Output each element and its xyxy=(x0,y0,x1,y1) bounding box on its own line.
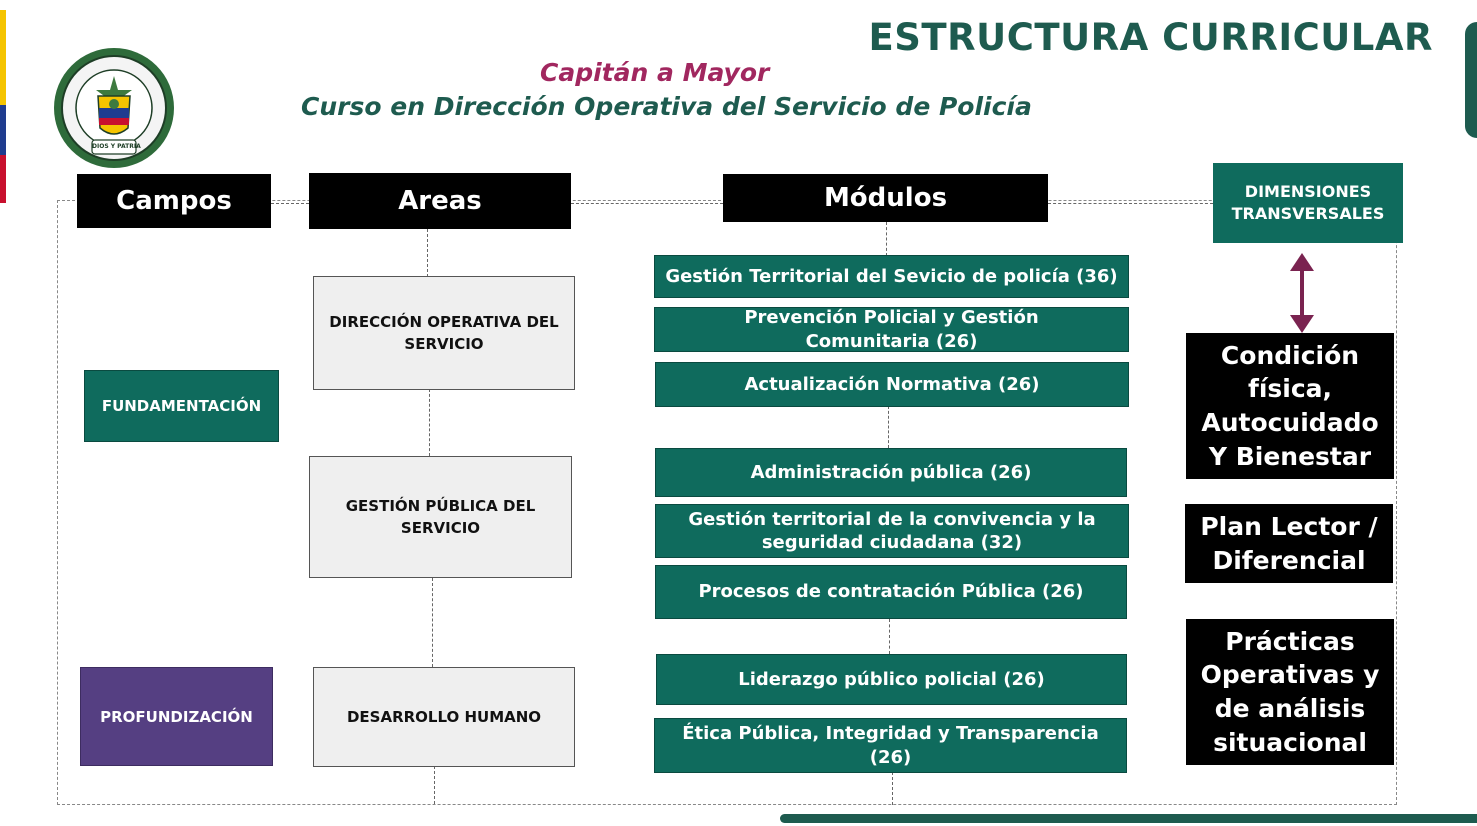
header-modulos: Módulos xyxy=(723,174,1048,222)
police-seal-icon xyxy=(52,46,176,170)
modulo-item: Liderazgo público policial (26) xyxy=(656,654,1127,705)
modulo-item: Procesos de contratación Pública (26) xyxy=(655,565,1127,619)
areas-column-line xyxy=(432,578,433,667)
header-connector-3 xyxy=(1048,203,1213,204)
header-connector-1 xyxy=(271,203,309,204)
header-campos: Campos xyxy=(77,174,271,228)
modules-column-line xyxy=(886,222,887,256)
modulo-item: Prevención Policial y Gestión Comunitaria (26) xyxy=(654,307,1129,352)
area-direccion-operativa: DIRECCIÓN OPERATIVA DEL SERVICIO xyxy=(313,276,575,390)
dimension-condicion-fisica: Condición física, Autocuidado Y Bienestar xyxy=(1186,333,1394,479)
campo-fundamentacion: FUNDAMENTACIÓN xyxy=(84,370,279,442)
area-desarrollo-humano: DESARROLLO HUMANO xyxy=(313,667,575,767)
flag-stripe-yellow xyxy=(0,10,6,105)
decorative-bottom-bar xyxy=(780,814,1477,823)
page-title: ESTRUCTURA CURRICULAR xyxy=(868,16,1433,59)
police-seal-motto: DIOS Y PATRIA xyxy=(92,143,141,150)
modulo-item: Administración pública (26) xyxy=(655,448,1127,497)
double-arrow-icon xyxy=(1288,253,1316,333)
dimension-plan-lector: Plan Lector / Diferencial xyxy=(1185,504,1393,583)
modulo-item: Gestión territorial de la convivencia y la seguridad ciudadana (32) xyxy=(655,504,1129,558)
modules-column-line xyxy=(888,406,889,448)
dimension-practicas-operativas: Prácticas Operativas y de análisis situacional xyxy=(1186,619,1394,765)
modulo-item: Ética Pública, Integridad y Transparencia (26) xyxy=(654,718,1127,773)
areas-column-line xyxy=(427,229,428,277)
decorative-edge-tab xyxy=(1465,22,1477,138)
modules-column-line xyxy=(892,772,893,805)
modules-column-line xyxy=(889,619,890,654)
areas-column-line xyxy=(434,766,435,804)
header-dimensiones: DIMENSIONES TRANSVERSALES xyxy=(1213,163,1403,243)
modulo-item: Gestión Territorial del Sevicio de policía (36) xyxy=(654,255,1129,298)
campo-profundizacion: PROFUNDIZACIÓN xyxy=(80,667,273,766)
area-gestion-publica: GESTIÓN PÚBLICA DEL SERVICIO xyxy=(309,456,572,578)
header-connector-2 xyxy=(571,203,723,204)
header-areas: Areas xyxy=(309,173,571,229)
subtitle-rank: Capitán a Mayor xyxy=(540,58,770,87)
modulo-item: Actualización Normativa (26) xyxy=(655,362,1129,407)
areas-column-line xyxy=(429,389,430,456)
flag-stripe-red xyxy=(0,155,6,203)
subtitle-course: Curso en Dirección Operativa del Servicio de Policía xyxy=(301,92,1032,121)
flag-stripe-blue xyxy=(0,105,6,155)
